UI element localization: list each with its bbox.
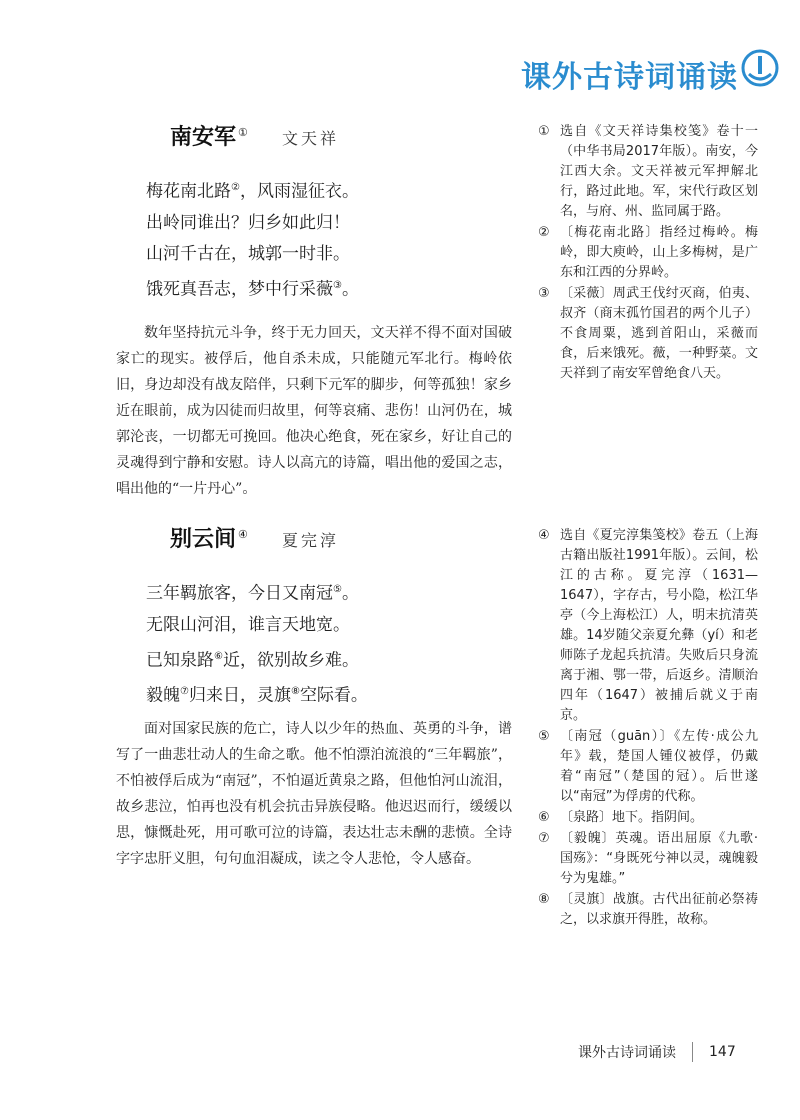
poem-commentary: 面对国家民族的危亡，诗人以少年的热血、英勇的斗争，谱写了一曲悲壮动人的生命之歌。他不怕漂泊流浪的“三年羁旅”，不怕被俘后成为“南冠”，不怕逼近黄泉之路，但他怕河山流泪，故乡悲泣，怕再也没有机会抗击异族侵略。他迟迟而行，缓缓以思，慷慨赴死，用可歌可泣的诗篇，表达壮志未酬的悲愤。全诗字字忠肝义胆，句句血泪凝成，读之令人悲怆，令人感奋。	[116, 721, 512, 867]
footer-divider	[692, 1042, 693, 1062]
footnote-marker: ④	[238, 527, 248, 541]
poem-line: 饿死真吾志，梦中行采薇③。	[146, 279, 359, 300]
page-footer	[578, 1042, 736, 1062]
poem-line: 梅花南北路②，风雨湿征衣。	[146, 181, 359, 202]
section-header-title: 课外古诗词诵读	[521, 60, 738, 95]
poem-title: 南安军 ①	[170, 124, 248, 150]
footnote-item: ③ 〔采薇〕周武王伐纣灭商，伯夷、叔齐（商末孤竹国君的两个儿子）不食周粟，逃到首阳山，采薇而食，后来饿死。薇，一种野菜。文天祥到了南安军曾绝食八天。	[538, 286, 758, 381]
footnote-item: ② 〔梅花南北路〕指经过梅岭。梅岭，即大庾岭，山上多梅树，是广东和江西的分界岭。	[538, 225, 758, 280]
poem-line: 已知泉路⑥近，欲别故乡难。	[146, 650, 359, 671]
footnote-item: ⑧ 〔灵旗〕战旗。古代出征前必祭祷之，以求旗开得胜，故称。	[538, 892, 758, 927]
poem-line: 出岭同谁出？归乡如此归！	[146, 212, 350, 233]
poem-title: 别云间 ④	[170, 526, 248, 552]
poem-line: 无限山河泪，谁言天地宽。	[146, 614, 350, 635]
poem-body	[146, 172, 359, 305]
poem-body	[146, 574, 368, 712]
poem-author: 夏完淳	[282, 531, 340, 550]
poem-commentary: 数年坚持抗元斗争，终于无力回天，文天祥不得不面对国破家亡的现实。被俘后，他自杀未成，只能随元军北行。梅岭依旧，身边却没有战友陪伴，只剩下元军的脚步，何等孤独！家乡近在眼前，成为囚徒而归故里，何等哀痛、悲伤！山河仍在，城郭沦丧，一切都无可挽回。他决心绝食，死在家乡，好让自己的灵魂得到宁静和安慰。诗人以高亢的诗篇，唱出他的爱国之志，唱出他的“一片丹心”。	[116, 325, 512, 497]
poem-line: 三年羁旅客，今日又南冠⑤。	[146, 583, 359, 604]
poem-line: 毅魄⑦归来日，灵旗⑧空际看。	[146, 685, 368, 706]
page-number: 147	[709, 1044, 736, 1060]
footnote-item: ① 选自《文天祥诗集校笺》卷十一（中华书局2017年版）。南安，今江西大余。文天祥被元军押解北行，路过此地。军，宋代行政区划名，与府、州、监同属于路。	[538, 124, 758, 219]
poem-line: 山河千古在，城郭一时非。	[146, 243, 350, 264]
footnote-item: ⑥ 〔泉路〕地下。指阴间。	[538, 810, 704, 825]
footnote-item: ⑤ 〔南冠（guān）〕《左传·成公九年》载，楚国人锺仪被俘，仍戴着“南冠”（楚国的冠）。后世遂以“南冠”为俘虏的代称。	[538, 729, 758, 804]
footnotes	[538, 122, 758, 385]
footnotes	[538, 526, 758, 931]
footnote-item: ⑦ 〔毅魄〕英魂。语出屈原《九歌·国殇》：“身既死兮神以灵，魂魄毅兮为鬼雄。”	[538, 831, 758, 886]
poem-author: 文天祥	[282, 129, 340, 148]
footnote-item: ④ 选自《夏完淳集笺校》卷五（上海古籍出版社1991年版）。云间，松江的古称。夏完淳（1631—1647），字存古，号小隐，松江华亭（今上海松江）人，明末抗清英雄。14岁随父亲夏允彝（yí）和老师陈子龙起兵抗清。失败后只身流离于湘、鄂一带，后返乡。清顺治四年（1647）被捕后就义于南京。	[538, 528, 758, 723]
footer-section-title: 课外古诗词诵读	[578, 1045, 676, 1061]
tree-logo-icon	[740, 48, 780, 88]
footnote-marker: ①	[238, 125, 248, 139]
